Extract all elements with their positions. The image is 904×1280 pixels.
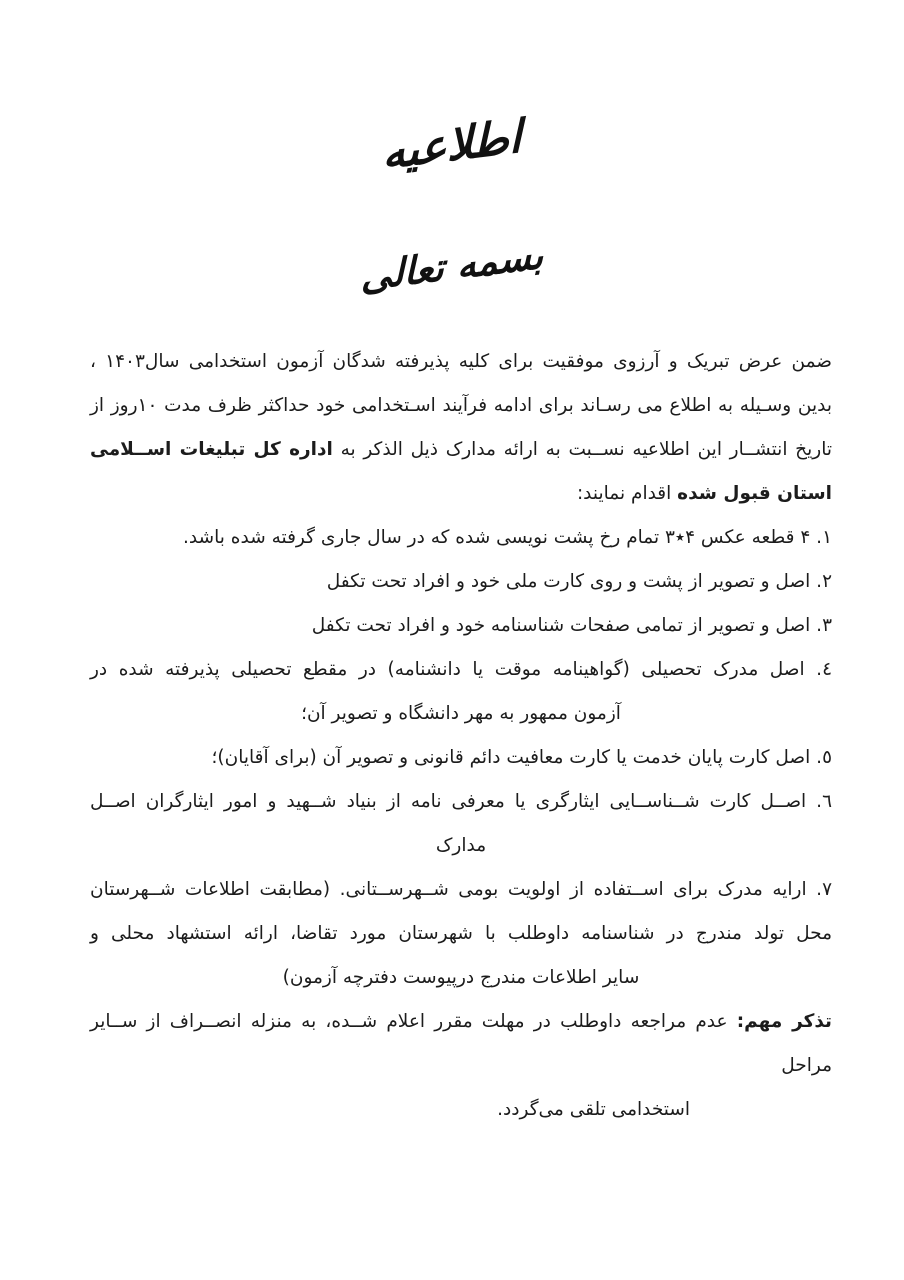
text-segment: اصل و تصویر از پشت و روی کارت ملی خود و افراد تحت تکفل — [326, 571, 811, 592]
document-line — [90, 384, 832, 428]
document-line — [90, 428, 832, 472]
text-segment: ارایه مدرک برای اســتفاده از اولویت بومی شــهرســتانی. (مطابقت اطلاعات شــهرستان — [90, 879, 807, 900]
text-segment: عدم مراجعه داوطلب در مهلت مقرر اعلام شــده، به منزله انصــراف از ســایر مراحل — [90, 1011, 832, 1076]
document-line — [90, 604, 832, 648]
text-segment: اصل مدرک تحصیلی (گواهینامه موقت یا دانشنامه) در مقطع تحصیلی پذیرفته شده در — [90, 659, 805, 680]
document-body — [90, 340, 832, 1132]
text-segment: اصل کارت پایان خدمت یا کارت معافیت دائم قانونی و تصویر آن (برای آقایان)؛ — [211, 747, 811, 768]
item-number: ۲. — [810, 571, 832, 592]
document-line — [90, 1088, 832, 1132]
text-segment: سایر اطلاعات مندرج درپیوست دفترچه آزمون) — [282, 967, 640, 988]
text-segment: ۴ قطعه عکس ۴٭۳ تمام رخ پشت نویسی شده که در سال جاری گرفته شده باشد. — [183, 527, 811, 548]
text-segment: اصــل کارت شــناســایی ایثارگری یا معرفی نامه از بنیاد شــهید و امور ایثارگران اصــل — [90, 791, 807, 812]
item-number: ۷. — [806, 879, 832, 900]
text-segment: اداره کل تبلیغات اســلامی — [90, 439, 333, 460]
document-line — [90, 340, 832, 384]
bismillah-calligraphy — [0, 232, 904, 300]
document-line — [90, 560, 832, 604]
document-line — [90, 692, 832, 736]
text-segment: اصل و تصویر از تمامی صفحات شناسنامه خود و افراد تحت تکفل — [311, 615, 811, 636]
bismillah-title-text: بسمه تعالی — [360, 232, 544, 300]
item-number: ٦. — [806, 791, 833, 812]
text-segment: استان قبول شده — [677, 483, 832, 504]
text-segment: بدین وسـیله به اطلاع می رسـاند برای ادامه فرآیند اسـتخدامی خود حداکثر ظرف مدت ۱۰روز از — [90, 395, 832, 416]
text-segment: محل تولد مندرج در شناسنامه داوطلب با شهرستان مورد تقاضا، ارائه استشهاد محلی و — [90, 923, 832, 944]
text-segment: تاریخ انتشــار این اطلاعیه نســبت به ارائه مدارک ذیل الذکر به — [332, 439, 832, 460]
text-segment: اقدام نمایند: — [576, 483, 678, 504]
text-segment: استخدامی تلقی می‌گردد. — [497, 1099, 690, 1120]
item-number: ۱. — [810, 527, 832, 548]
document-line — [90, 912, 832, 956]
announcement-title-text: اطلاعیه — [382, 109, 522, 180]
document-line — [90, 824, 832, 868]
document-line — [90, 736, 832, 780]
document-line — [90, 472, 832, 516]
document-line — [90, 648, 832, 692]
text-segment: آزمون ممهور به مهر دانشگاه و تصویر آن؛ — [301, 703, 621, 724]
announcement-calligraphy-title — [0, 109, 904, 180]
document-line — [90, 780, 832, 824]
text-segment: مدارک — [435, 835, 487, 856]
document-line — [90, 516, 832, 560]
document-line — [90, 868, 832, 912]
text-segment: تذکر مهم: — [736, 1011, 832, 1032]
item-number: ٤. — [804, 659, 832, 680]
item-number: ۳. — [810, 615, 832, 636]
text-segment: ضمن عرض تبریک و آرزوی موفقیت برای کلیه پذیرفته شدگان آزمون استخدامی سال۱۴۰۳ ، — [90, 351, 832, 372]
document-line — [90, 956, 832, 1000]
document-line — [90, 1000, 832, 1088]
item-number: ٥. — [810, 747, 832, 768]
